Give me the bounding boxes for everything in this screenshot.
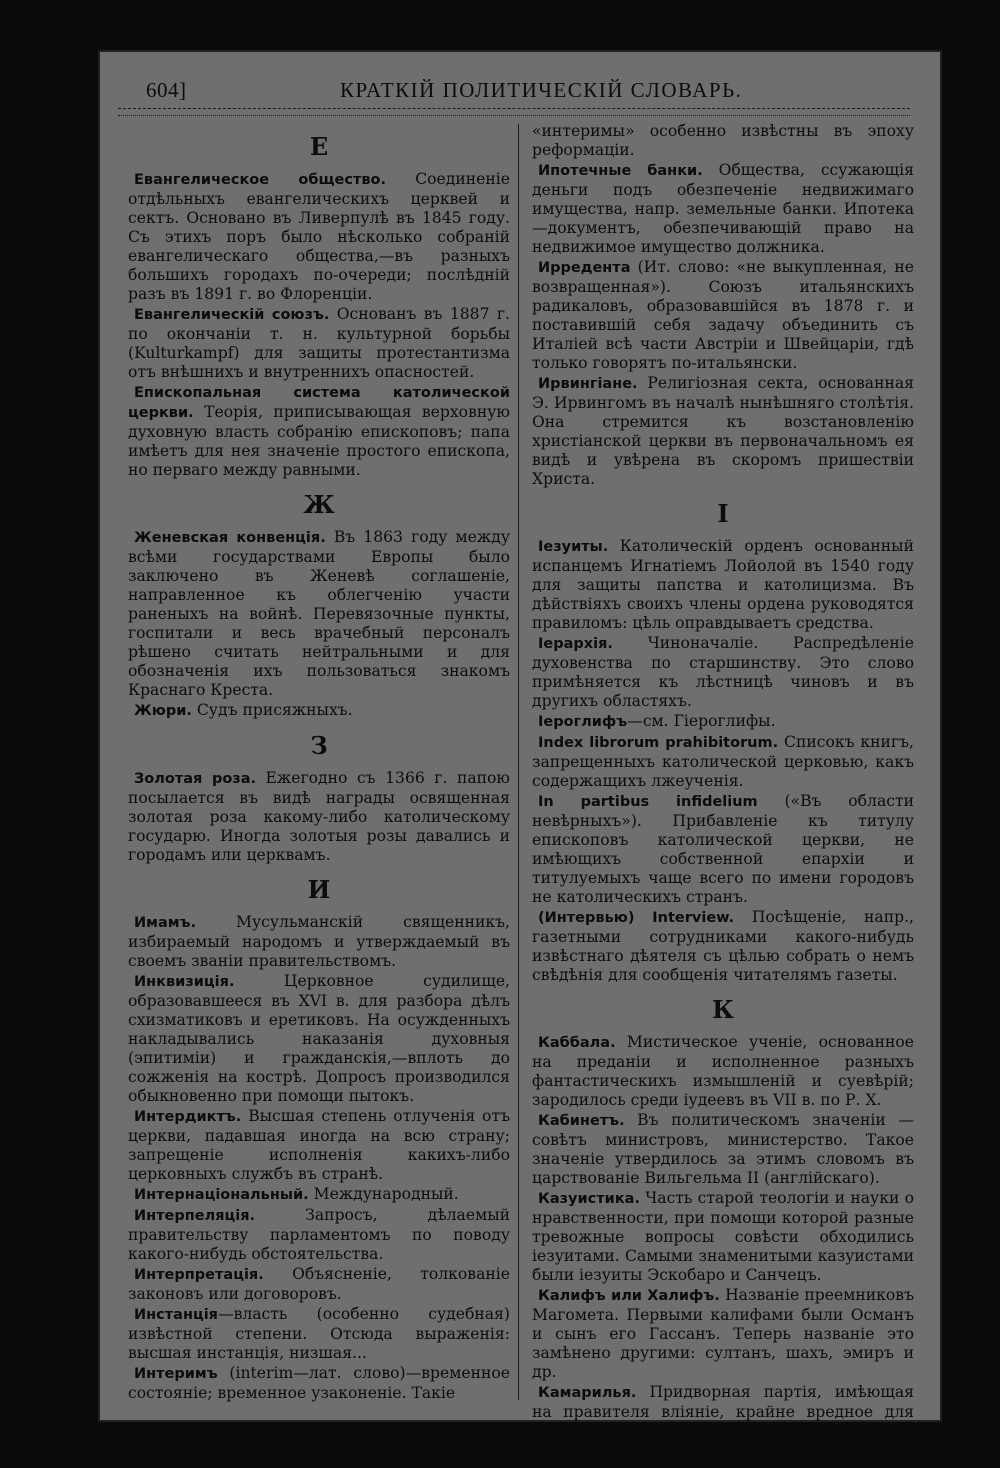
- entry-term: Калифъ или Халифъ.: [538, 1288, 720, 1304]
- entry-term: Каббала.: [538, 1035, 616, 1051]
- page-header: [140, 74, 910, 108]
- dictionary-entry: [128, 1206, 510, 1264]
- entry-term: Интердиктъ.: [134, 1109, 242, 1125]
- entry-definition: Религіозная секта, основанная Э. Ирвингомъ въ началѣ нынѣшняго столѣтія. Она стремится къ возстановленію христіанской церкви въ первоначальномъ ея видѣ и увѣрена въ скоромъ пришествіи Христа.: [532, 374, 914, 488]
- right-column: [532, 122, 915, 1459]
- entry-definition: Мусульманскій священникъ, избираемый народомъ и утверждаемый въ своемъ званіи правительствомъ.: [128, 913, 510, 970]
- entry-term: Index librorum prahibitorum.: [538, 735, 779, 751]
- entry-definition: Католическій орденъ основанный испанцемъ Игнатіемъ Лойолой въ 1540 году для защиты папства и католицизма. Въ дѣйствіяхъ своихъ члены ордена руководятся правиломъ: цѣль оправдываетъ средства.: [532, 537, 914, 632]
- entry-term: Золотая роза.: [134, 771, 257, 787]
- dictionary-entry: [128, 1364, 510, 1403]
- entry-definition: Объясненіе, толкованіе законовъ или договоровъ.: [128, 1265, 510, 1303]
- dictionary-page: [98, 50, 942, 1459]
- entry-definition: Въ 1863 году между всѣми государствами Европы было заключено въ Женевѣ соглашеніе, направленное къ облегченію участи раненыхъ на войнѣ. Перевязочные пункты, госпитали и весь врачебный персоналъ рѣшено считать нейтральными и для обозначенія ихъ пользоваться знакомъ Краснаго Креста.: [128, 528, 510, 699]
- entry-term: Кабинетъ.: [538, 1113, 625, 1129]
- entry-definition: —власть (особенно судебная) извѣстной степени. Отсюда выраженія: высшая инстанція, низшая...: [128, 1305, 510, 1362]
- entry-definition: Высшая степень отлученія отъ церкви, падавшая иногда на всю страну; запрещеніе исполненія какихъ-либо церковныхъ службъ въ странѣ.: [128, 1107, 510, 1183]
- dictionary-entry: [128, 769, 510, 865]
- dictionary-entry: [128, 1265, 510, 1304]
- entry-definition: Списокъ книгъ, запрещенныхъ католической церковью, какъ содержащихъ лжеученія.: [532, 733, 914, 790]
- entry-definition: Часть старой теологіи и науки о нравственности, при помощи которой разные тревожные вопросы совѣсти обходились іезуитами. Самыми знаменитыми казуистами были іезуиты Эскобаро и Санчецъ.: [532, 1189, 914, 1284]
- entry-definition: (Ит. слово: «не выкупленная, не возвращенная»). Союзъ итальянскихъ радикаловъ, образовавшійся въ 1878 г. и поставившій себя задачу объединить съ Италіей всѣ части Австріи и Швейцаріи, гдѣ только говорятъ по-итальянски.: [532, 258, 914, 372]
- section-letter: З: [310, 731, 328, 760]
- entry-definition: Соединеніе отдѣльныхъ евангелическихъ церквей и сектъ. Основано въ Ливерпулѣ въ 1845 году. Съ этихъ поръ было нѣсколько собраній евангелическаго общества,—въ разныхъ большихъ городахъ по-очереди; послѣдній разъ въ 1891 г. во Флоренціи.: [128, 170, 510, 303]
- dictionary-entry: [532, 1189, 914, 1285]
- dictionary-entry: [532, 1033, 914, 1110]
- dictionary-entry: [128, 1107, 510, 1184]
- dictionary-entry: [128, 972, 510, 1106]
- column-divider: [518, 124, 519, 1400]
- dictionary-entry: [128, 1305, 510, 1363]
- entry-term: Жюри.: [134, 703, 192, 719]
- dictionary-entry: [128, 528, 510, 700]
- dictionary-entry: [532, 537, 914, 633]
- dictionary-entry: [128, 913, 510, 971]
- dictionary-entry: [532, 374, 914, 489]
- dictionary-entry: [532, 792, 914, 907]
- header-rule: [118, 108, 910, 116]
- entry-term: Женевская конвенція.: [134, 530, 326, 546]
- entry-term: Ирвингіане.: [538, 376, 638, 392]
- entry-definition: Мистическое ученіе, основанное на преданіи и исполненное разныхъ фантастическихъ измышленій и суевѣрій; зародилось среди іудеевъ въ VII в. по Р. Х.: [532, 1033, 914, 1109]
- entry-term: Интерпеляція.: [134, 1208, 256, 1224]
- entry-term: Инстанція: [134, 1307, 218, 1323]
- section-letter: И: [307, 875, 331, 904]
- dictionary-entry: [128, 170, 510, 304]
- dictionary-entry: [532, 161, 914, 257]
- entry-definition: Международный.: [308, 1185, 459, 1203]
- entry-term: Іерархія.: [538, 636, 613, 652]
- entry-term: Іероглифъ: [538, 714, 628, 730]
- entry-definition: Церковное судилище, образовавшееся въ XVI в. для разбора дѣлъ схизматиковъ и еретиковъ. На осужденныхъ накладывались наказанія духовныя (эпитиміи) и гражданскія,—вплоть до сожженія на кострѣ. Допросъ производился обыкновенно при помощи пытокъ.: [128, 972, 510, 1105]
- entry-term: Интерпретація.: [134, 1267, 264, 1283]
- dictionary-entry: [128, 1185, 510, 1205]
- entry-term: Инквизиція.: [134, 974, 235, 990]
- dictionary-entry: [532, 1286, 914, 1382]
- entry-definition: (interim—лат. слово)—временное состояніе; временное узаконеніе. Такіе: [128, 1364, 510, 1402]
- entry-term: Казуистика.: [538, 1191, 640, 1207]
- entry-definition: Основанъ въ 1887 г. по окончаніи т. н. культурной борьбы (Kulturkampf) для защиты протестантизма отъ внѣшнихъ и внутреннихъ опасностей.: [128, 305, 511, 381]
- dictionary-entry: [532, 733, 914, 791]
- dictionary-entry: [128, 701, 510, 721]
- dictionary-entry: [532, 634, 914, 711]
- entry-definition: Въ политическомъ значеніи — совѣтъ министровъ, министерство. Такое значеніе утвердилось за этимъ словомъ въ царствованіе Вильгельма II (англійскаго).: [532, 1111, 914, 1187]
- entry-term: Іезуиты.: [538, 539, 609, 555]
- entry-definition: Судъ присяжныхъ.: [191, 701, 353, 719]
- section-letter: Е: [309, 132, 329, 161]
- dictionary-entry: [532, 908, 914, 985]
- dictionary-entry: [532, 258, 914, 373]
- entry-term: Епископальная система католической церкви.: [128, 385, 510, 421]
- entry-term: Евангелическое общество.: [134, 172, 386, 188]
- entry-term: Ирредента: [538, 260, 631, 276]
- entry-definition: («Въ области невѣрныхъ»). Прибавленіе къ титулу епископовъ католической церкви, не имѣющихъ собственной епархіи и титулуемыхъ чаще всего по имени городовъ не католическихъ странъ.: [532, 792, 914, 906]
- entry-term: (Интервью) Interview.: [538, 910, 735, 926]
- entry-definition: Ежегодно съ 1366 г. папою посылается въ видѣ награды освященная золотая роза какому-либо католическому государю. Иногда золотыя розы давались и городамъ или церквамъ.: [128, 769, 510, 864]
- entry-term: Интернаціональный.: [134, 1187, 309, 1203]
- entry-definition: Посѣщеніе, напр., газетными сотрудниками какого-нибудь извѣстнаго дѣятеля съ цѣлью собрать о немъ свѣдѣнія для сообщенія читателямъ газеты.: [532, 908, 914, 984]
- entry-definition: Придворная партія, имѣющая на правителя вліяніе, крайне вредное для государства, и преслѣдующая личныя выгоды.: [532, 1383, 914, 1459]
- dictionary-entry: [532, 1111, 914, 1188]
- dictionary-entry: [128, 305, 510, 382]
- entry-term: Ипотечные банки.: [538, 163, 703, 179]
- entry-definition: —см. Гіероглифы.: [627, 712, 776, 730]
- entry-term: Интеримъ: [134, 1366, 218, 1382]
- continued-text: «интеримы» особенно извѣстны въ эпоху реформаціи.: [532, 122, 914, 159]
- section-letter: Ж: [303, 490, 335, 519]
- entry-definition: Общества, ссужающія деньги подъ обезпеченіе недвижимаго имущества, напр. земельные банки. Ипотека—документъ, обезпечивающій право на недвижимое имущество должника.: [532, 161, 915, 256]
- entry-definition: Запросъ, дѣлаемый правительству парламентомъ по поводу какого-нибудь обстоятельства.: [128, 1206, 510, 1263]
- dictionary-entry: [128, 383, 510, 480]
- entry-term: Имамъ.: [134, 915, 197, 931]
- entry-definition: Чиноначаліе. Распредѣленіе духовенства по старшинству. Это слово примѣняется къ лѣстницѣ чиновъ и въ другихъ областяхъ.: [532, 634, 914, 710]
- page-title: КРАТКІЙ ПОЛИТИЧЕСКІЙ СЛОВАРЬ.: [340, 78, 743, 102]
- dictionary-entry: [532, 712, 914, 732]
- entry-term: In partibus infidelium: [538, 794, 758, 810]
- dictionary-entry: [532, 1383, 914, 1460]
- left-column: [128, 122, 510, 1400]
- section-letter: К: [712, 995, 734, 1024]
- entry-term: Камарилья.: [538, 1385, 637, 1401]
- entry-definition: Теорія, приписывающая верховную духовную власть собранію епископовъ; папа имѣетъ для нея значеніе простого епископа, но перваго между равными.: [128, 403, 510, 479]
- section-letter: І: [717, 499, 729, 528]
- entry-term: Евангелическій союзъ.: [134, 307, 330, 323]
- page-number: 604]: [146, 78, 187, 102]
- entry-definition: Названіе преемниковъ Магомета. Первыми калифами были Османъ и сынъ его Гассанъ. Теперь названіе это замѣнено другими: султанъ, шахъ, эмиръ и др.: [532, 1286, 914, 1381]
